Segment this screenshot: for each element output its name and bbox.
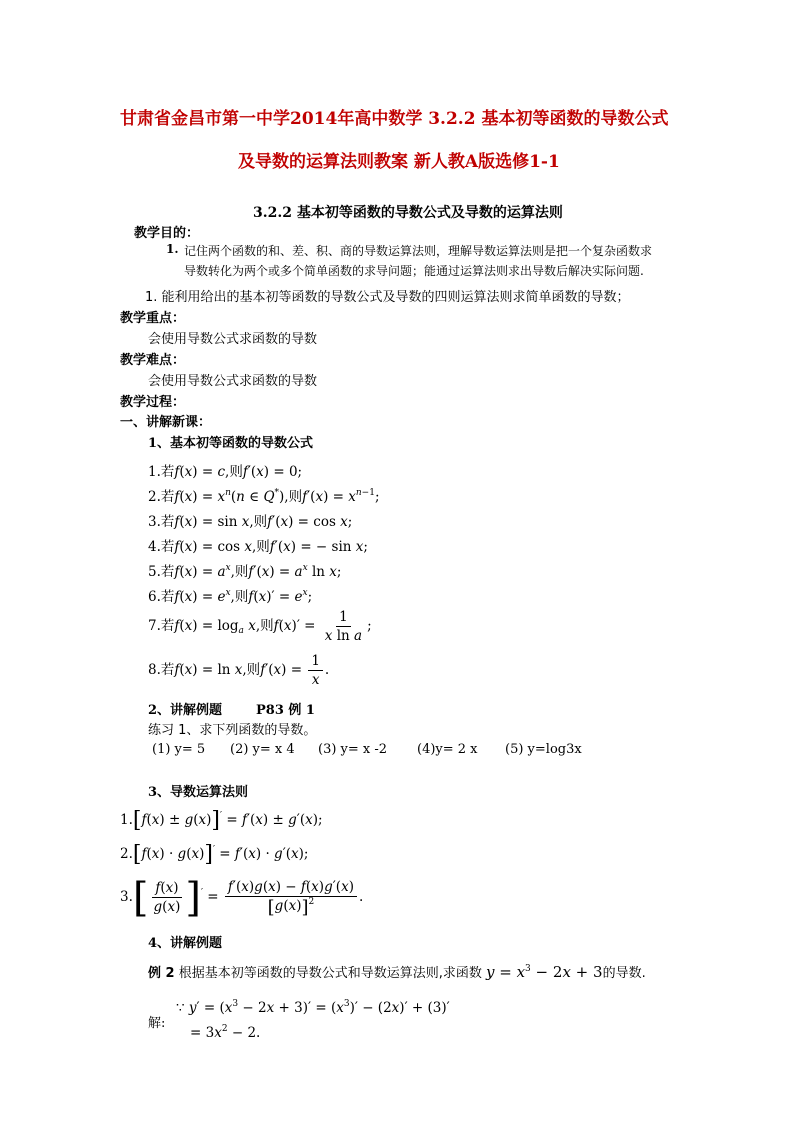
formula-2: 2.若$f(x) = x^n(n$ ∈ Q*),则$f'(x) = x^{n-1}$; bbox=[148, 488, 380, 505]
part2-heading: 2、讲解例题 bbox=[148, 703, 223, 718]
exercise-item-3: (3) y= x -2 bbox=[318, 742, 388, 757]
part4-heading: 4、讲解例题 bbox=[148, 936, 223, 951]
exercise-item-5: (5) y=log3x bbox=[505, 742, 582, 757]
part3-heading: 3、导数运算法则 bbox=[148, 785, 249, 800]
formula-6: 6.若$f(x) = e^x$,则$f(x)' = e^x$; bbox=[148, 588, 313, 605]
rule-2: 2.[f(x) · g(x)]′ = f′(x) · g′(x); bbox=[120, 842, 309, 867]
goals-heading: 教学目的： bbox=[134, 226, 200, 241]
difficult-point-text: 会使用导数公式求函数的导数 bbox=[148, 374, 318, 389]
goal1-line1: 记住两个函数的和、差、积、商的导数运算法则，理解导数运算法则是把一个复杂函数求 bbox=[184, 244, 653, 258]
section-subtitle: 3.2.2 基本初等函数的导数公式及导数的运算法则 bbox=[253, 205, 563, 221]
formula-5: 5.若$f(x) = a^x$,则$f'(x) = a^x$ ln x; bbox=[148, 563, 342, 580]
example-reference: P83 例 1 bbox=[256, 703, 315, 718]
section1-heading: 一、讲解新课： bbox=[120, 415, 212, 430]
key-point-text: 会使用导数公式求函数的导数 bbox=[148, 332, 318, 347]
exercise-item-1: (1) y= 5 bbox=[152, 742, 206, 757]
solution-line-1: ∵ $y' = (x^3 - 2x + 3)' = (x^3)' - (2x)' + (3)'$ bbox=[176, 999, 450, 1016]
formula-4: 4.若f(x) = cos x,则f′(x) = − sin x; bbox=[148, 539, 368, 555]
doc-title-line1: 甘肃省金昌市第一中学2014年高中数学 3.2.2 基本初等函数的导数公式 bbox=[120, 109, 669, 129]
formula-3: 3.若f(x) = sin x,则f′(x) = cos x; bbox=[148, 514, 353, 530]
exercise-intro: 练习 1、求下列函数的导数。 bbox=[148, 723, 317, 738]
exercise-item-4: (4)y= 2 x bbox=[417, 742, 478, 757]
formula-8: 8.若f(x) = ln x,则f′(x) = $\frac{1}{x}$ . bbox=[148, 653, 330, 688]
solution-label: 解: bbox=[148, 1016, 166, 1031]
formula-7: 7.若$f(x) = \log_a x$,则f(x)′ = $\frac{1}{\text{x ln a}}$ ; bbox=[148, 609, 372, 644]
rule-1: 1.[f(x) ± g(x)]′ = f′(x) ± g′(x); bbox=[120, 808, 323, 833]
process-heading: 教学过程： bbox=[120, 395, 186, 410]
part1-heading: 1、基本初等函数的导数公式 bbox=[148, 436, 314, 451]
exercise-item-2: (2) y= x 4 bbox=[230, 742, 295, 757]
goal2: 1. 能利用给出的基本初等函数的导数公式及导数的四则运算法则求简单函数的导数； bbox=[145, 290, 630, 305]
doc-title-line2: 及导数的运算法则教案 新人教A版选修1-1 bbox=[238, 152, 560, 172]
example2-label: 例 2 bbox=[148, 966, 175, 981]
key-point-heading: 教学重点： bbox=[120, 311, 186, 326]
formula-1: 1.若f(x) = c,则f′(x) = 0; bbox=[148, 464, 303, 480]
example2-statement: 例 2 根据基本初等函数的导数公式和导数运算法则,求函数 $y = x^3 - 2x + 3$的导数. bbox=[148, 963, 646, 981]
rule-3: 3.[ $\frac{f(x)}{g(x)}$ ]′ = $\frac{f'(x)g(x) - f(x)g'(x)}{[g(x)]^2}$ . bbox=[120, 875, 364, 921]
solution-line-2: = $3x^2 - 2$. bbox=[190, 1024, 261, 1041]
difficult-point-heading: 教学难点： bbox=[120, 353, 186, 368]
goal1-line2: 导数转化为两个或多个简单函数的求导问题；能通过运算法则求出导数后解决实际问题. bbox=[184, 264, 644, 278]
goal1-number: 1. bbox=[166, 242, 179, 256]
